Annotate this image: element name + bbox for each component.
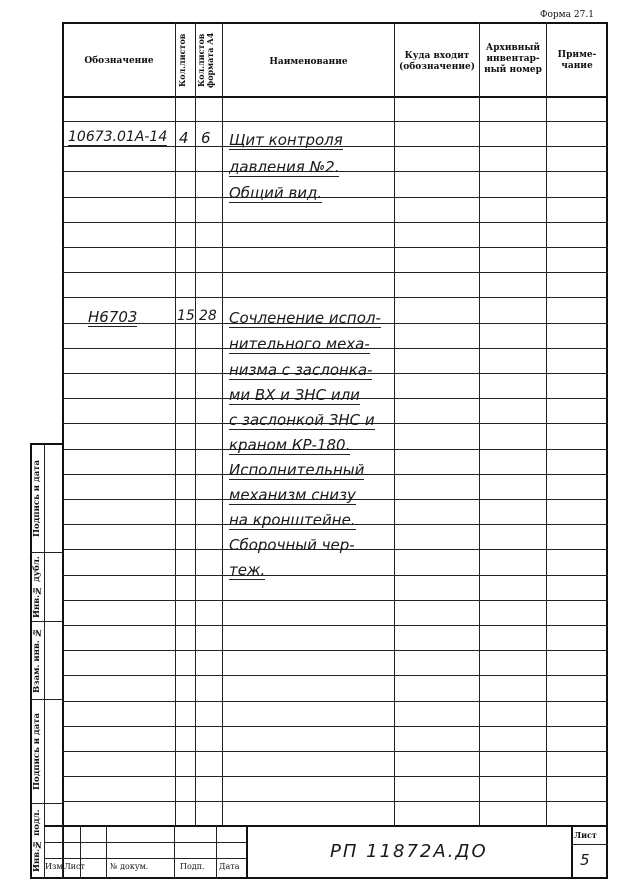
entry-1-sheets: 4 [179,129,189,147]
header-archive-no: Архивный инвентар-ный номер [484,43,542,75]
table-row-line [62,625,608,626]
entry-2-name-line-8: механизм снизу [229,486,356,504]
header-sheets-a4: Кол.листов формата А4 [196,32,215,88]
table-row-line [62,272,608,273]
entry-1-name-line-3: Общий вид. [229,184,323,202]
sidebar-top-line [30,443,63,445]
table-row-line [62,222,608,223]
sidebar-div-3 [30,699,63,700]
table-row-line [62,675,608,676]
entry-1-name-line-2: давления №2. [229,158,340,176]
header-where-used: Куда входит (обозначение) [399,51,475,72]
header-designation: Обозначение [84,56,154,66]
table-row-line [62,121,608,122]
title-block-code-left [246,825,248,879]
frame-top [62,22,608,24]
header-note: Приме-чание [557,50,597,71]
sidebar-inner-line [44,443,45,879]
tb-col-izm: Изм [45,862,63,871]
header-name: Наименование [269,57,348,67]
sidebar-label-sign-date-1: Подпись и дата [32,460,42,538]
table-row-line [62,701,608,702]
tb-col-date: Дата [219,862,240,871]
entry-2-sheets-a4: 28 [199,308,217,324]
sidebar-div-4 [30,803,63,804]
entry-2-name-line-5: с заслонкой ЗНС и [229,411,375,429]
tb-col-4 [174,825,175,879]
entry-2-name-line-2: нительного меха- [229,335,370,353]
header-bottom-line [62,96,608,98]
title-block-top [44,825,608,827]
entry-2-name-line-6: краном КР-180. [229,436,351,454]
frame-bottom [30,877,608,879]
tb-col-list: Лист [64,862,85,871]
entry-2-name-line-10: Сборочный чер- [229,536,355,554]
sheet-number: 5 [580,851,590,869]
sidebar-div-2 [30,621,63,622]
header-sheets-count: Кол.листов [177,33,187,87]
table-row-line [62,575,608,576]
entry-1-designation: 10673.01А-14 [68,129,168,145]
tb-col-sign: Подп. [180,862,205,871]
entry-2-designation: Н6703 [88,308,138,326]
sidebar-div-1 [30,552,63,553]
form-label: Форма 27.1 [540,10,594,20]
entry-2-name-line-9: на кронштейне. [229,511,356,529]
entry-2-name-line-4: ми ВХ и ЗНС или [229,386,360,404]
sidebar-label-orig-inv: Инв.№ подл. [32,809,42,873]
entry-2-sheets: 15 [177,308,195,324]
tb-col-3 [106,825,107,879]
entry-2-name-line-7: Исполнительный [229,461,365,479]
table-row-line [62,650,608,651]
tb-col-5 [216,825,217,879]
sidebar-label-repl-inv: Взам. инв. № [32,627,42,694]
sidebar-label-sign-date-2: Подпись и дата [32,713,42,791]
sheet-label: Лист [574,830,597,840]
document-code: РП 11872А.ДО [330,841,488,862]
entry-2-name-line-3: низма с заслонка- [229,361,373,379]
table-row-line [62,801,608,802]
sidebar-label-dup-inv: Инв.№ дубл. [32,556,42,618]
tb-col-doc-no: № докум. [110,862,149,871]
table-row-line [62,197,608,198]
entry-2-name-line-1: Сочленение испол- [229,309,381,327]
title-block-sheet-divider [571,844,608,845]
entry-1-sheets-a4: 6 [201,129,211,147]
entry-1-name-line-1: Щит контроля [229,131,343,149]
table-row-line [62,297,608,298]
table-row-line [62,751,608,752]
entry-2-name-line-11: теж. [229,561,266,579]
table-row-line [62,726,608,727]
title-block-sheet-left [571,825,573,879]
table-row-line [62,776,608,777]
table-row-line [62,600,608,601]
table-row-line [62,247,608,248]
